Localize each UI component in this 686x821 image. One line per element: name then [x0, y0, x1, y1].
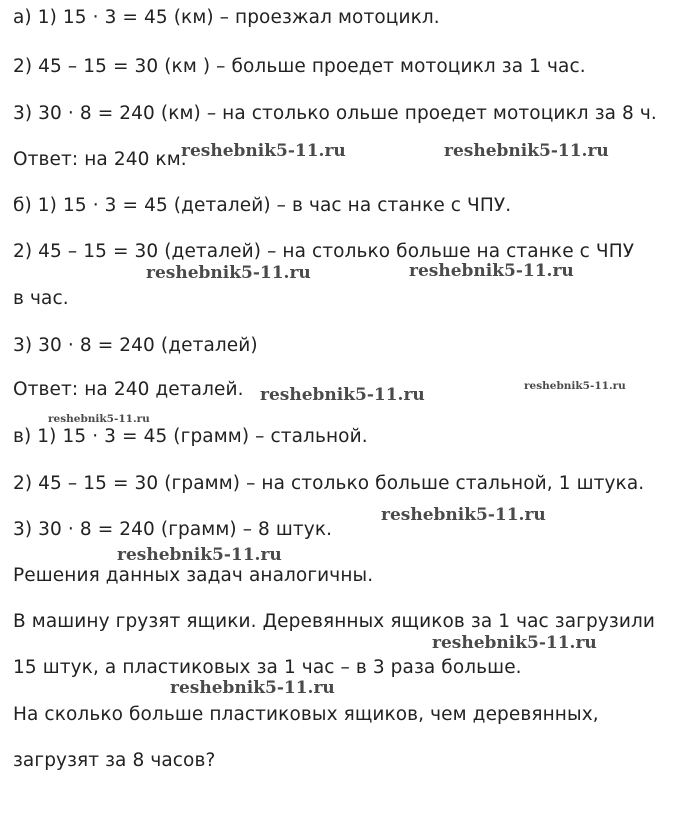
- watermark: reshebnik5-11.ru: [260, 385, 425, 405]
- watermark: reshebnik5-11.ru: [117, 545, 282, 565]
- watermark: reshebnik5-11.ru: [381, 505, 546, 525]
- watermark: reshebnik5-11.ru: [524, 380, 626, 392]
- watermark: reshebnik5-11.ru: [444, 141, 609, 161]
- watermark: reshebnik5-11.ru: [170, 678, 335, 698]
- watermark: reshebnik5-11.ru: [48, 413, 150, 425]
- text-line: Решения данных задач аналогичны.: [13, 565, 374, 586]
- text-line: а) 1) 15 · 3 = 45 (км) – проезжал мотоцикл.: [13, 7, 440, 28]
- text-line: 2) 45 – 15 = 30 (деталей) – на столько больше на станке с ЧПУ: [13, 241, 635, 262]
- watermark: reshebnik5-11.ru: [181, 141, 346, 161]
- text-line: 3) 30 · 8 = 240 (деталей): [13, 335, 258, 356]
- text-line: 3) 30 · 8 = 240 (км) – на столько ольше проедет мотоцикл за 8 ч.: [13, 103, 657, 124]
- text-line: 3) 30 · 8 = 240 (грамм) – 8 штук.: [13, 519, 333, 540]
- text-line: б) 1) 15 · 3 = 45 (деталей) – в час на станке с ЧПУ.: [13, 195, 512, 216]
- text-line: 2) 45 – 15 = 30 (км ) – больше проедет мотоцикл за 1 час.: [13, 56, 586, 77]
- text-line: Ответ: на 240 деталей.: [13, 379, 244, 400]
- watermark: reshebnik5-11.ru: [409, 261, 574, 281]
- text-line: в) 1) 15 · 3 = 45 (грамм) – стальной.: [13, 426, 368, 447]
- text-line: На сколько больше пластиковых ящиков, чем деревянных,: [13, 704, 599, 725]
- text-line: 2) 45 – 15 = 30 (грамм) – на столько больше стальной, 1 штука.: [13, 473, 645, 494]
- text-line: 15 штук, а пластиковых за 1 час – в 3 раза больше.: [13, 657, 522, 678]
- text-line: Ответ: на 240 км.: [13, 149, 187, 170]
- text-line: В машину грузят ящики. Деревянных ящиков за 1 час загрузили: [13, 611, 655, 632]
- text-line: в час.: [13, 288, 69, 309]
- watermark: reshebnik5-11.ru: [146, 263, 311, 283]
- text-line: загрузят за 8 часов?: [13, 750, 216, 771]
- watermark: reshebnik5-11.ru: [432, 633, 597, 653]
